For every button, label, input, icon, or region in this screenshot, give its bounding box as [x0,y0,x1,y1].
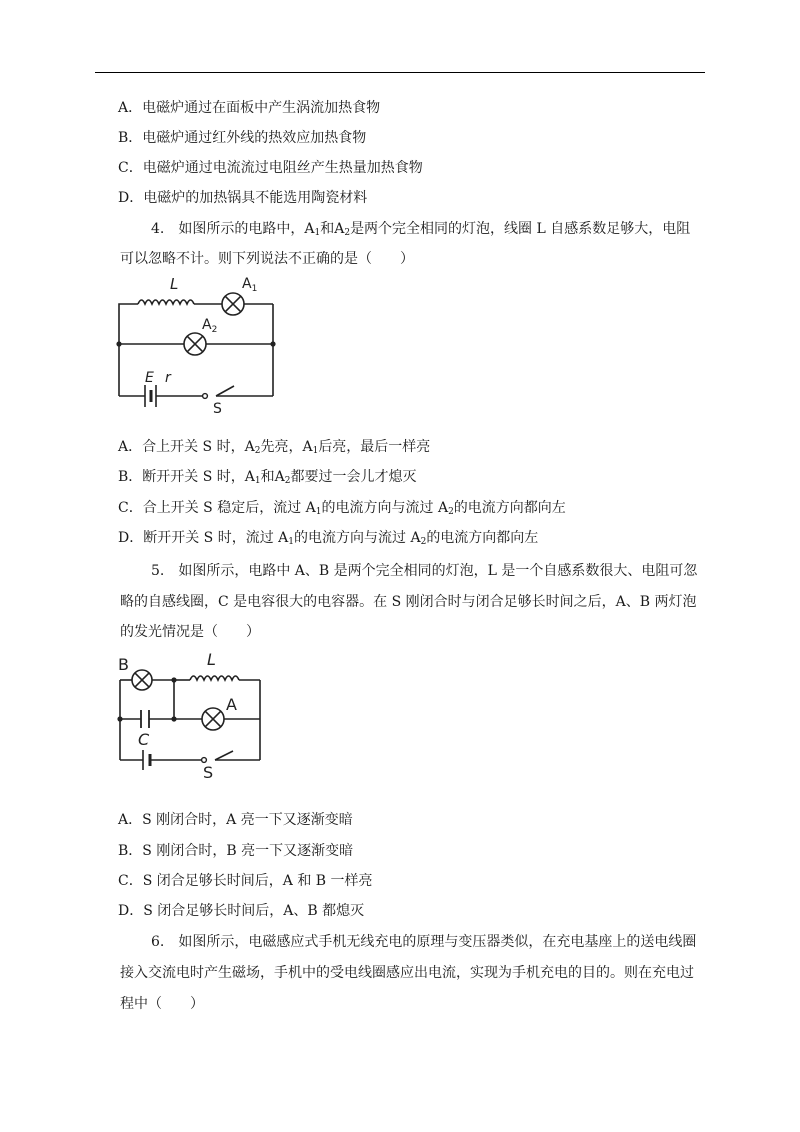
q3-option-c: C．电磁炉通过电流流过电阻丝产生热量加热食物 [118,160,423,176]
lamp-a-icon [202,708,224,730]
q5-label-a: A [226,695,237,714]
q3-option-b: B．电磁炉通过红外线的热效应加热食物 [118,130,367,146]
q5-option-c: C．S 闭合足够长时间后，A 和 B 一样亮 [118,873,373,889]
q6-stem-line3: 程中（ ） [120,996,204,1012]
lamp-b-icon [132,670,152,690]
q4-option-d: D．断开开关 S 时，流过 $A_1$的电流方向与流过 $A_2$的电流方向都向左 [118,530,539,547]
q4-stem-line2: 可以忽略不计。则下列说法不正确的是（ ） [120,251,414,267]
q5-label-c: C [138,730,150,749]
q4-label-s: S [213,401,222,414]
q5-stem-line1: 5. 如图所示，电路中 A、B 是两个完全相同的灯泡，L 是一个自感系数很大、电阻可忽 [151,563,698,579]
svg-text:A1: $A_1$ [242,276,258,294]
lamp-a1-icon [222,293,244,315]
q5-option-d: D．S 闭合足够长时间后，A、B 都熄灭 [118,903,365,919]
q4-label-a1: A [242,276,252,292]
q5-label-s: S [203,763,214,782]
q4-option-b: B．断开开关 S 时，$A_1$和$A_2$都要过一会儿才熄灭 [118,469,417,486]
q6-stem-line1: 6. 如图所示，电磁感应式手机无线充电的原理与变压器类似，在充电基座上的送电线圈 [151,934,697,950]
q3-option-d: D．电磁炉的加热锅具不能选用陶瓷材料 [118,190,368,206]
q5-stem-line2: 略的自感线圈，C 是电容很大的电容器。在 S 刚闭合时与闭合足够长时间之后，A、B 两灯泡 [120,594,697,610]
q5-label-b: B [118,655,129,674]
q4-circuit-diagram [110,272,280,418]
q3-option-a: A．电磁炉通过在面板中产生涡流加热食物 [118,100,381,116]
q6-stem-line2: 接入交流电时产生磁场，手机中的受电线圈感应出电流，实现为手机充电的目的。则在充电过 [120,965,694,981]
q4-option-a: A．合上开关 S 时，$A_2$先亮，$A_1$后亮，最后一样亮 [118,439,431,456]
q4-stem-line1: 4. 如图所示的电路中，$A_1$和$A_2$是两个完全相同的灯泡，线圈 L 自感系数足够大，电阻 [151,221,691,238]
header-rule [95,72,705,73]
q5-label-l: L [207,650,216,669]
q5-option-a: A．S 刚闭合时，A 亮一下又逐渐变暗 [118,812,353,828]
lamp-a2-icon [184,333,206,355]
q4-option-c: C．合上开关 S 稳定后，流过 $A_1$的电流方向与流过 $A_2$的电流方向都向左 [118,500,566,517]
q4-label-a2: A [202,317,212,333]
q5-circuit-diagram [112,648,272,788]
q4-label-l: L [170,275,179,293]
q5-option-b: B．S 刚闭合时，B 亮一下又逐渐变暗 [118,843,354,859]
q4-label-e: E [145,370,154,386]
svg-text:A2: $A_2$ [202,317,218,335]
q5-stem-line3: 的发光情况是（ ） [120,624,260,640]
q4-label-r: r [165,370,171,386]
